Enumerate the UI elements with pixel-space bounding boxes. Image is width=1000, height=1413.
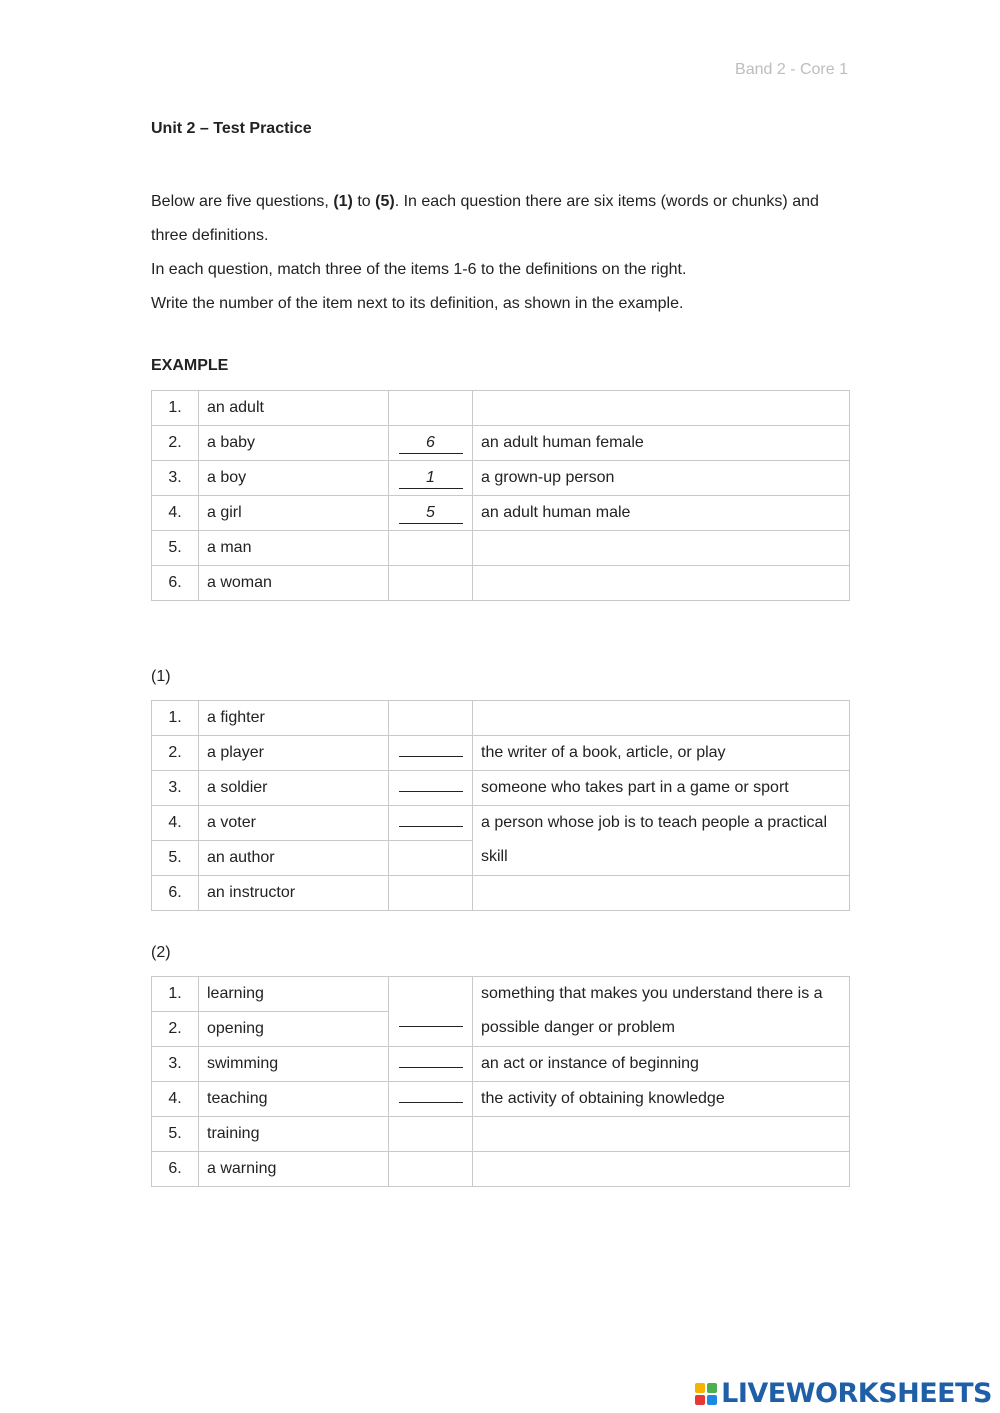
table-row (152, 1117, 850, 1152)
answer-blank-input[interactable] (399, 736, 463, 757)
definition-cell (473, 531, 850, 566)
logo-mark-icon (695, 1383, 717, 1405)
table-row (152, 977, 850, 1012)
item-number: 3. (152, 461, 199, 496)
header-band-label: Band 2 - Core 1 (735, 61, 848, 78)
item-text: a voter (199, 806, 389, 841)
table-row (152, 1047, 850, 1082)
table-row (152, 1152, 850, 1187)
item-text: swimming (199, 1047, 389, 1082)
answer-cell (389, 736, 473, 771)
definition-cell: the activity of obtaining knowledge (473, 1082, 850, 1117)
definition-cell (473, 701, 850, 736)
item-number: 1. (152, 391, 199, 426)
definition-cell (473, 566, 850, 601)
item-text: a woman (199, 566, 389, 601)
answer-cell (389, 1082, 473, 1117)
example-table (151, 390, 850, 601)
item-text: a player (199, 736, 389, 771)
item-text: a baby (199, 426, 389, 461)
item-number: 5. (152, 531, 199, 566)
definition-cell: someone who takes part in a game or sport (473, 771, 850, 806)
logo-square (707, 1395, 717, 1405)
definition-cell: a person whose job is to teach people a practical skill (473, 806, 850, 876)
answer-blank-input[interactable] (399, 1047, 463, 1068)
item-number: 6. (152, 566, 199, 601)
table-row (152, 391, 850, 426)
instructions (151, 185, 851, 321)
answer-cell (389, 496, 473, 531)
answer-cell (389, 1117, 473, 1152)
instruction-bold-end: (5) (375, 193, 395, 210)
item-number: 5. (152, 1117, 199, 1152)
answer-cell (389, 876, 473, 911)
answer-cell (389, 977, 473, 1047)
logo-text: LIVEWORKSHEETS (721, 1378, 992, 1409)
instruction-text: to (352, 193, 376, 210)
item-number: 2. (152, 1012, 199, 1047)
definition-cell (473, 1117, 850, 1152)
definition-cell: the writer of a book, article, or play (473, 736, 850, 771)
item-number: 4. (152, 496, 199, 531)
question-2-table (151, 976, 850, 1187)
item-text: an adult (199, 391, 389, 426)
item-number: 1. (152, 977, 199, 1012)
definition-cell: an adult human male (473, 496, 850, 531)
table-row (152, 1082, 850, 1117)
definition-cell: an act or instance of beginning (473, 1047, 850, 1082)
answer-filled: 6 (399, 433, 463, 454)
table-row (152, 531, 850, 566)
table-row (152, 461, 850, 496)
item-text: training (199, 1117, 389, 1152)
definition-cell: something that makes you understand there is a possible danger or problem (473, 977, 850, 1047)
answer-cell (389, 426, 473, 461)
item-number: 2. (152, 426, 199, 461)
logo-square (695, 1383, 705, 1393)
table-row (152, 426, 850, 461)
answer-blank-input[interactable] (399, 806, 463, 827)
answer-cell (389, 566, 473, 601)
question-1-label: (1) (151, 668, 171, 685)
liveworksheets-logo (695, 1378, 992, 1409)
definition-cell (473, 391, 850, 426)
item-text: a fighter (199, 701, 389, 736)
answer-cell (389, 391, 473, 426)
item-text: a boy (199, 461, 389, 496)
answer-cell (389, 531, 473, 566)
question-1-table (151, 700, 850, 911)
item-number: 5. (152, 841, 199, 876)
item-number: 3. (152, 1047, 199, 1082)
item-text: an author (199, 841, 389, 876)
instruction-text: . In each question there are six items (words or chunks) and three definitions. (151, 193, 819, 244)
instruction-line-3: Write the number of the item next to its definition, as shown in the example. (151, 295, 684, 312)
answer-cell (389, 1047, 473, 1082)
definition-cell (473, 876, 850, 911)
item-number: 6. (152, 876, 199, 911)
definition-cell: a grown-up person (473, 461, 850, 496)
answer-blank-input[interactable] (399, 771, 463, 792)
logo-square (695, 1395, 705, 1405)
item-number: 2. (152, 736, 199, 771)
item-number: 4. (152, 806, 199, 841)
item-text: a soldier (199, 771, 389, 806)
answer-cell (389, 841, 473, 876)
answer-blank-input[interactable] (399, 1082, 463, 1103)
definition-cell: an adult human female (473, 426, 850, 461)
instruction-text: Below are five questions, (151, 193, 334, 210)
item-text: opening (199, 1012, 389, 1047)
answer-cell (389, 771, 473, 806)
table-row (152, 566, 850, 601)
answer-cell (389, 461, 473, 496)
item-text: a warning (199, 1152, 389, 1187)
table-row (152, 771, 850, 806)
table-row (152, 806, 850, 841)
logo-square (707, 1383, 717, 1393)
answer-cell (389, 701, 473, 736)
page-title: Unit 2 – Test Practice (151, 120, 312, 137)
table-row (152, 876, 850, 911)
item-text: teaching (199, 1082, 389, 1117)
item-text: an instructor (199, 876, 389, 911)
question-2-label: (2) (151, 944, 171, 961)
item-number: 6. (152, 1152, 199, 1187)
answer-cell (389, 806, 473, 841)
item-text: a man (199, 531, 389, 566)
item-number: 3. (152, 771, 199, 806)
item-number: 1. (152, 701, 199, 736)
item-text: a girl (199, 496, 389, 531)
instruction-line-1 (151, 185, 851, 253)
table-row (152, 736, 850, 771)
instruction-line-2: In each question, match three of the items 1-6 to the definitions on the right. (151, 261, 687, 278)
instruction-bold-start: (1) (333, 193, 353, 210)
table-row (152, 701, 850, 736)
answer-filled: 1 (399, 468, 463, 489)
definition-cell (473, 1152, 850, 1187)
example-label: EXAMPLE (151, 357, 229, 374)
item-text: learning (199, 977, 389, 1012)
answer-blank-input[interactable] (399, 1006, 463, 1027)
item-number: 4. (152, 1082, 199, 1117)
table-row (152, 496, 850, 531)
answer-filled: 5 (399, 503, 463, 524)
answer-cell (389, 1152, 473, 1187)
